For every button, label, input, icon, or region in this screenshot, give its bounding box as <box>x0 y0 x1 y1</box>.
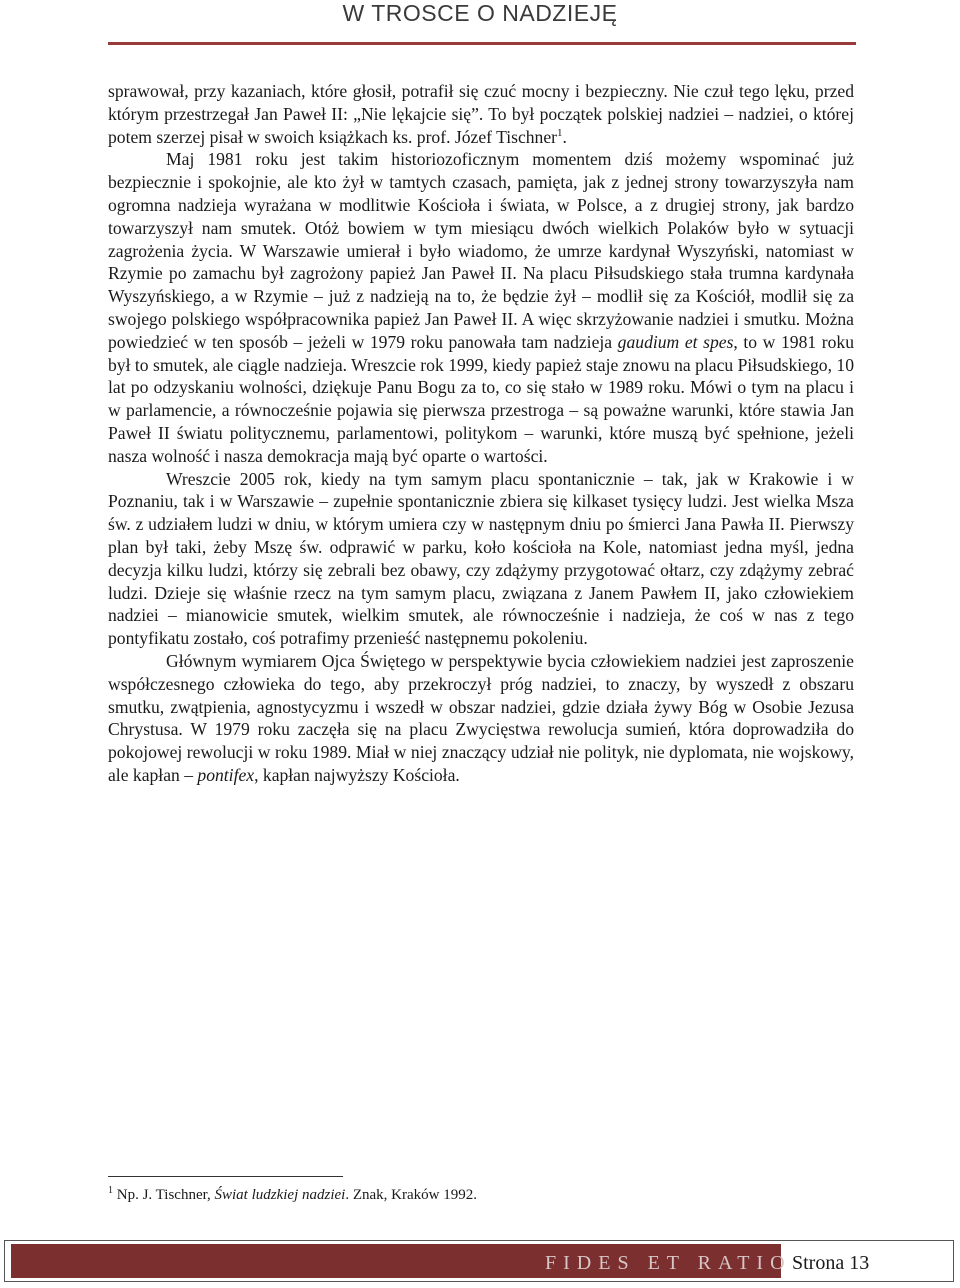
page-number: Strona 13 <box>792 1252 870 1274</box>
footnote-separator <box>108 1176 343 1177</box>
body-text <box>108 80 854 787</box>
paragraph-1-text: sprawował, przy kazaniach, które głosił, potrafił się czuć mocny i bezpieczny. Nie czuł tego lęku, przed którym przestrzegał Jan Paweł II: „Nie lękajcie się”. To był początek polskiej nadziei – nadziei, o której potem szerzej pisał w swoich książkach ks. prof. Józef Tischner <box>108 81 854 147</box>
footnote-number: 1 <box>108 1185 113 1196</box>
paragraph-3: Wreszcie 2005 rok, kiedy na tym samym placu spontanicznie – tak, jak w Krakowie i w Poznaniu, tak i w Warszawie – zupełnie spontanicznie zbiera się kilkaset tysięcy ludzi. Jest wielka Msza św. z udziałem ludzi w dniu, w którym umiera czy w następnym dniu po śmierci Jana Pawła II. Pierwszy plan był taki, żeby Mszę św. odprawić w parku, koło kościoła na Kole, natomiast jedna myśl, jedna decyzja kilku ludzi, którzy się zebrali bez obawy, czy zdążymy przygotować ołtarz, czy zdążymy zebrać ludzi. Dzieje się właśnie rzecz na tym samym placu, związana z Janem Pawłem II, jako człowiekiem nadziei – mianowicie smutek, wielkim smutek, ale równocześnie i nadzieja, że coś w nas z tego pontyfikatu zostało, coś potrafimy przenieść następnemu pokoleniu. <box>108 468 854 649</box>
header-rule <box>108 42 856 45</box>
footnote-text-b: . Znak, Kraków 1992. <box>345 1187 477 1203</box>
paragraph-2-text-a: Maj 1981 roku jest takim historiozoficznym momentem dziś możemy wspominać już bezpiecznie i spokojnie, ale kto żył w tamtych czasach, pamięta, jak z jednej strony towarzyszyła nam ogromna nadzieja wyrażana w modlitwie Kościoła i świata, w Polsce, a z drugiej strony, jak bardzo towarzyszył nam smutek. Otóż bowiem w tym miesiącu dwóch wielkich Polaków było w sytuacji zagrożenia życia. W Warszawie umierał i było wiadomo, że umrze kardynał Wyszyński, natomiast w Rzymie po zamachu był zagrożony papież Jan Paweł II. Na placu Piłsudskiego stała trumna kardynała Wyszyńskiego, a w Rzymie – już z nadzieją na to, że będzie żył – modlił się za Kościół, modlił się za swojego polskiego współpracownika papież Jan Paweł II. A więc skrzyżowanie nadziei i smutku. Można powiedzieć w ten sposób – jeżeli w 1979 roku panowała tam nadzieja <box>108 149 854 352</box>
footnote-book-title: Świat ludzkiej nadziei <box>214 1187 346 1203</box>
footnote-1 <box>108 1186 848 1204</box>
paragraph-2-text-b: , to w 1981 roku był to smutek, ale ciągle nadzieja. Wreszcie rok 1999, kiedy papież staje znowu na placu Piłsudskiego, 10 lat po odzyskaniu wolności, dziękuje Panu Bogu za to, co się stało w 1989 roku. Mówi o tym na placu i w parlamencie, a równocześnie pojawia się pierwsza przestroga – są poważne warunki, które stawia Jan Paweł II światu politycznemu, parlamentowi, politykom – warunki, które muszą być spełnione, jeżeli nasza wolność i nasza demokracja mają być oparte o wartości. <box>108 331 854 466</box>
paragraph-4 <box>108 650 854 787</box>
paragraph-4-italic: pontifex <box>197 764 255 785</box>
paragraph-2-italic: gaudium et spes <box>617 331 734 352</box>
running-header-title: W TROSCE O NADZIEJĘ <box>342 0 618 26</box>
footnote-text-a: Np. J. Tischner, <box>113 1187 215 1203</box>
paragraph-4-text-b: , kapłan najwyższy Kościoła. <box>254 764 460 785</box>
paragraph-4-text-a: Głównym wymiarem Ojca Świętego w perspektywie bycia człowiekiem nadziei jest zaproszenie współczesnego człowieka do tego, aby przekroczył próg nadziei, to znaczy, by wyszedł z obszaru smutku, zwątpienia, agnostycyzmu i wszedł w obszar nadziei, gdzie działa żywy Bóg w Osobie Jezusa Chrystusa. W 1979 roku zaczęła się na placu Zwycięstwa rewolucja sumień, która doprowadziła do pokojowej rewolucji w roku 1989. Miał w niej znaczący udział nie polityk, nie dyplomata, nie wojskowy, ale kapłan – <box>108 650 854 785</box>
paragraph-2 <box>108 148 854 467</box>
running-header <box>0 0 960 30</box>
paragraph-1 <box>108 80 854 148</box>
paragraph-1-end: . <box>562 126 567 147</box>
footnote-ref-1[interactable]: 1 <box>557 126 563 139</box>
footer-brand: FIDES ET RATIO <box>545 1252 792 1274</box>
